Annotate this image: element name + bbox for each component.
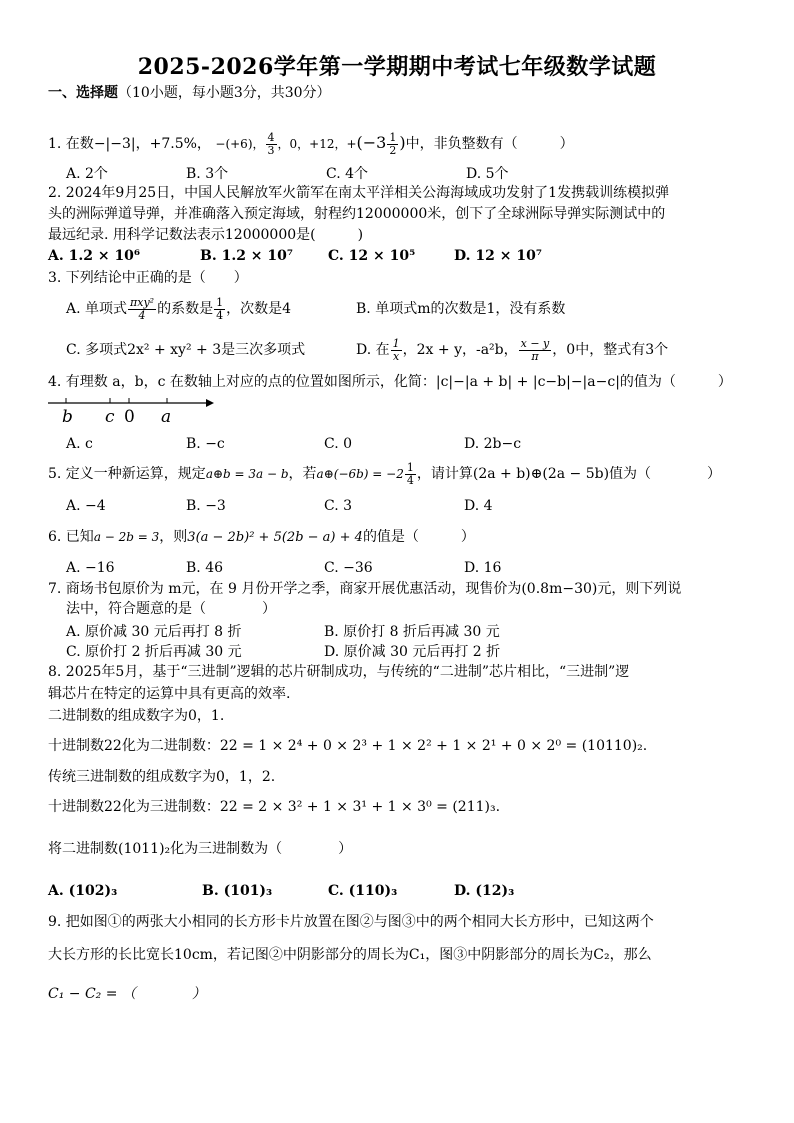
question-7-line2: 法中，符合题意的是（ ） <box>66 601 276 617</box>
q8-option-a[interactable]: A. (102)₃ <box>48 883 118 899</box>
section-note: （10小题，每小题3分，共30分） <box>118 85 331 101</box>
q3-d-fraction2 <box>519 338 552 363</box>
q6-mid: ，则 <box>159 529 188 545</box>
q7-option-c[interactable]: C. 原价打 2 折后再减 30 元 <box>66 644 242 660</box>
q6-option-d[interactable]: D. 16 <box>464 560 502 576</box>
q1-close: ) <box>399 133 406 152</box>
q1-option-d[interactable]: D. 5个 <box>466 166 509 182</box>
q6-option-b[interactable]: B. 46 <box>186 560 224 576</box>
q3-d-post: ，0中，整式有3个 <box>552 342 669 358</box>
q5-fraction <box>405 462 416 487</box>
label-b: b <box>62 407 73 426</box>
q5-option-d[interactable]: D. 4 <box>464 498 493 514</box>
q7-option-d[interactable]: D. 原价减 30 元后再打 2 折 <box>324 644 501 660</box>
q8-option-b[interactable]: B. (101)₃ <box>202 883 273 899</box>
question-1-stem <box>48 128 574 159</box>
section-name: 一、选择题 <box>48 85 118 101</box>
question-2-line2: 头的洲际弹道导弹，并准确落入预定海域，射程约12000000米，创下了全球洲际导弹实际测试中的 <box>48 206 666 222</box>
question-8-line1: 8. 2025年5月，基于“三进制”逻辑的芯片研制成功，与传统的“二进制”芯片相比，“三进制”逻 <box>48 664 630 680</box>
q1-mid: ，+7.5%， <box>135 136 211 152</box>
section-heading <box>48 82 331 102</box>
q1-pre: 1. 在数 <box>48 136 94 152</box>
question-8-line4: 十进制数22化为二进制数：22 = 1 × 2⁴ + 0 × 2³ + 1 × 2² + 1 × 2¹ + 0 × 2⁰ = (10110)₂. <box>48 738 648 754</box>
q5-option-c[interactable]: C. 3 <box>324 498 353 514</box>
question-8-line5: 传统三进制数的组成数字为0，1，2. <box>48 769 276 785</box>
q4-option-b[interactable]: B. −c <box>186 436 225 452</box>
q3-d-f1-den: x <box>393 349 400 363</box>
q6-expression: 3(a − 2b)² + 5(2b − a) + 4 <box>187 530 363 545</box>
q3-a-den: 4 <box>138 308 146 322</box>
q1-mf-den: 2 <box>389 143 397 157</box>
q3-a-coef-fraction <box>214 297 225 322</box>
q1-frac-num: 4 <box>267 130 275 144</box>
q2-option-b[interactable]: B. 1.2 × 10⁷ <box>200 248 294 264</box>
number-line-figure <box>46 396 216 426</box>
label-c: c <box>105 407 115 426</box>
question-8-line3: 二进制数的组成数字为0，1. <box>48 708 225 724</box>
q6-option-a[interactable]: A. −16 <box>66 560 115 576</box>
q3-a-pre: A. 单项式 <box>66 301 128 317</box>
question-8-line2: 辑芯片在特定的运算中具有更高的效率. <box>48 686 291 702</box>
q5-cf-num: 1 <box>406 460 414 474</box>
question-9-line2: 大长方形的长比宽长10cm，若记图②中阴影部分的周长为C₁，图③中阴影部分的周长为C₂，那么 <box>48 947 652 963</box>
q7-option-b[interactable]: B. 原价打 8 折后再减 30 元 <box>324 624 500 640</box>
q5-post: ，请计算(2a + b)⊕(2a − 5b)值为（ ） <box>416 466 722 482</box>
label-a: a <box>161 407 172 426</box>
q1-mixed-fraction <box>387 132 398 157</box>
q1-nums2: ，0，+12，+ <box>277 137 357 151</box>
q8-option-d[interactable]: D. (12)₃ <box>454 883 515 899</box>
q3-option-c[interactable]: C. 多项式2x² + xy² + 3是三次多项式 <box>66 342 306 358</box>
q3-d-f2-num: x − y <box>520 336 550 350</box>
q1-option-c[interactable]: C. 4个 <box>326 166 369 182</box>
q5-option-b[interactable]: B. −3 <box>186 498 226 514</box>
q3-option-d[interactable] <box>356 335 668 365</box>
question-4-stem: 4. 有理数 a，b，c 在数轴上对应的点的位置如图所示，化简：|c|−|a + b| + |c−b|−|a−c|的值为（ ） <box>48 374 732 390</box>
q5-option-a[interactable]: A. −4 <box>66 498 106 514</box>
q5-pre: 5. 定义一种新运算，规定 <box>48 466 206 482</box>
q3-d-mid: ，2x + y，-a²b， <box>402 342 518 358</box>
q1-abs: −|−3| <box>93 136 136 152</box>
q4-option-c[interactable]: C. 0 <box>324 436 353 452</box>
q3-a-c-num: 1 <box>216 295 224 309</box>
q1-post: 中，非负整数有（ ） <box>405 136 574 152</box>
q2-option-a[interactable]: A. 1.2 × 10⁶ <box>48 248 141 264</box>
q1-mf-num: 1 <box>389 130 397 144</box>
q1-fraction <box>266 132 277 157</box>
q3-a-fraction <box>128 297 156 322</box>
q5-cf-den: 4 <box>406 473 414 487</box>
q3-a-c-den: 4 <box>216 308 224 322</box>
q3-d-fraction1 <box>391 338 402 363</box>
q4-option-d[interactable]: D. 2b−c <box>464 436 522 452</box>
question-5-stem <box>48 459 721 489</box>
q1-neg: (−3 <box>356 133 387 152</box>
q1-nums: −(+6)， <box>215 137 265 151</box>
q2-option-c[interactable]: C. 12 × 10⁵ <box>328 248 416 264</box>
question-7-line1: 7. 商场书包原价为 m元，在 9 月份开学之季，商家开展优惠活动，现售价为(0.8m−30)元，则下列说 <box>48 581 682 597</box>
q3-option-a[interactable] <box>66 294 291 324</box>
q2-option-d[interactable]: D. 12 × 10⁷ <box>454 248 542 264</box>
question-6-stem <box>48 527 475 548</box>
q6-post: 的值是（ ） <box>362 529 475 545</box>
q3-a-post: ，次数是4 <box>226 301 291 317</box>
q6-pre: 6. 已知 <box>48 529 94 545</box>
q1-option-b[interactable]: B. 3个 <box>186 166 229 182</box>
q5-condition: a⊕(−6b) = −2 <box>316 467 404 481</box>
q6-condition: a − 2b = 3 <box>93 530 160 544</box>
question-8-line7: 将二进制数(1011)₂化为三进制数为（ ） <box>48 841 353 857</box>
question-8-line6: 十进制数22化为三进制数：22 = 2 × 3² + 1 × 3¹ + 1 × 3⁰ = (211)₃. <box>48 799 501 815</box>
q3-d-f2-den: π <box>531 349 539 363</box>
q5-definition: a⊕b = 3a − b <box>205 467 289 481</box>
number-line-arrow <box>206 399 214 407</box>
q6-option-c[interactable]: C. −36 <box>324 560 373 576</box>
q3-d-f1-num: 1 <box>392 336 400 350</box>
q3-a-num: πxy² <box>130 295 155 309</box>
q1-frac-den: 3 <box>267 143 275 157</box>
question-2-line3: 最远纪录. 用科学记数法表示12000000是( ) <box>48 227 364 243</box>
label-0: 0 <box>124 407 135 426</box>
q7-option-a[interactable]: A. 原价减 30 元后再打 8 折 <box>66 624 242 640</box>
q4-option-a[interactable]: A. c <box>66 436 93 452</box>
q3-a-mid: 的系数是 <box>157 301 214 317</box>
q3-option-b[interactable]: B. 单项式m的次数是1，没有系数 <box>356 301 566 317</box>
question-9-line1: 9. 把如图①的两张大小相同的长方形卡片放置在图②与图③中的两个相同大长方形中，已知这两个 <box>48 914 654 930</box>
question-2-line1: 2. 2024年9月25日，中国人民解放军火箭军在南太平洋相关公海海域成功发射了1发携载训练模拟弹 <box>48 185 670 201</box>
question-9-line3: C₁ − C₂ = （ ） <box>48 986 206 1002</box>
question-3-stem: 3. 下列结论中正确的是（ ） <box>48 270 248 286</box>
q5-mid: ，若 <box>288 466 317 482</box>
exam-title: 2025-2026学年第一学期期中考试七年级数学试题 <box>137 54 657 80</box>
q1-option-a[interactable]: A. 2个 <box>66 166 108 182</box>
q8-option-c[interactable]: C. (110)₃ <box>328 883 398 899</box>
q3-d-pre: D. 在 <box>356 342 390 358</box>
